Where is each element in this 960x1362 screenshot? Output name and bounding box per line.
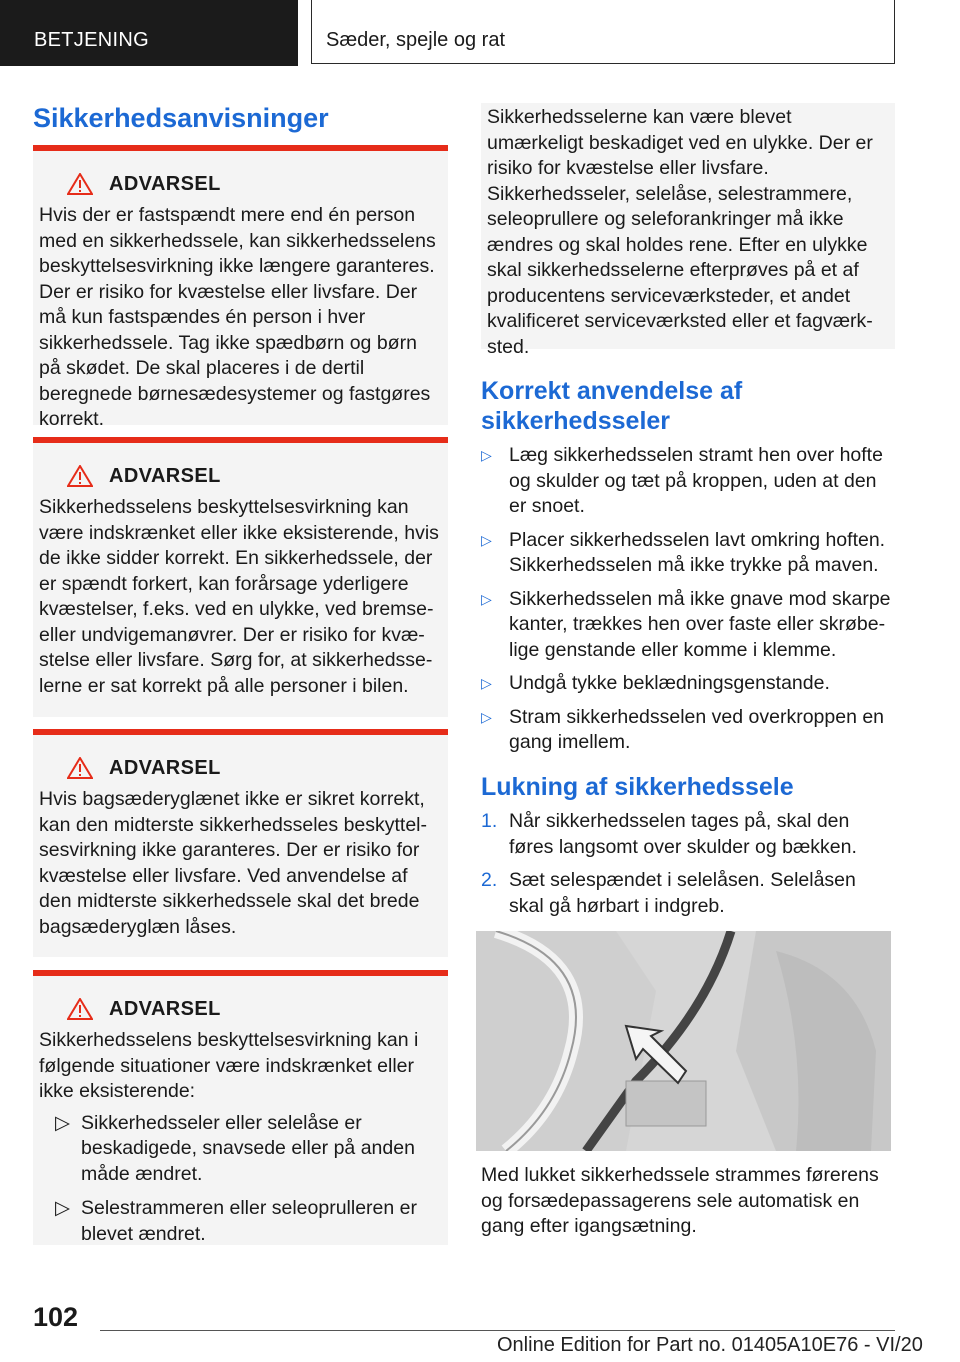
bullet-triangle-icon: ▷ <box>481 531 492 548</box>
warning-text: Sikkerhedsselens beskyttelsesvirkning kan i følgende situationer være indskrænket eller ikke eksisterende: <box>39 1029 419 1102</box>
warning-box-2 <box>33 437 448 717</box>
warning-box-4 <box>33 970 448 1245</box>
header-section-label: BETJENING <box>34 29 149 51</box>
list-item: 2. Sæt selespændet i selelåsen. Selelåsen skal gå hørbart i indgreb. <box>481 869 856 917</box>
warning-label: ADVARSEL <box>109 997 221 1020</box>
bullet-triangle-icon: ▷ <box>481 675 492 691</box>
closing-steps-list <box>481 809 895 927</box>
section-heading-correct-use: Korrekt anvendelse af sikkerhedsseler <box>481 377 743 435</box>
warning-triangle-icon <box>67 757 93 779</box>
page-title: Sikkerhedsanvisninger <box>33 103 329 133</box>
list-item: ▷ Sikkerhedsseler eller selelåse er beskadigede, snavsede eller på anden måde ændret. <box>55 1111 415 1185</box>
bullet-triangle-icon: ▷ <box>55 1111 70 1134</box>
list-item: ▷ Læg sikkerhedsselen stramt hen over hofte og skulder og tæt på kroppen, uden at den er snoet. <box>481 444 883 517</box>
section-heading-closing: Lukning af sikkerhedssele <box>481 773 794 801</box>
list-item: ▷ Undgå tykke beklædningsgenstande. <box>481 671 895 697</box>
bullet-triangle-icon: ▷ <box>481 708 492 725</box>
warning-label: ADVARSEL <box>109 464 221 487</box>
footer-edition: Online Edition for Part no. 01405A10E76 - VI/20 <box>497 1334 923 1356</box>
warning-triangle-icon <box>67 465 93 487</box>
warning-label: ADVARSEL <box>109 756 221 779</box>
list-item: ▷ Stram sikkerhedsselen ved overkroppen en gang imellem. <box>481 705 885 753</box>
header-section-tab <box>0 0 298 66</box>
warning-box-3 <box>33 729 448 957</box>
header-chapter-label: Sæder, spejle og rat <box>326 29 505 51</box>
correct-use-list <box>481 443 895 764</box>
illustration-caption: Med lukket sikkerhedssele strammes førerens og forsædepassagerens sele automatisk en gang efter igangsætning. <box>481 1164 879 1237</box>
list-item: ▷ Placer sikkerhedsselen lavt omkring hoften. Sikkerhedsselen må ikke trykke på maven. <box>481 528 886 576</box>
info-box: Sikkerhedsselerne kan være blevet umærkeligt beskadiget ved en ulykke. Der er risiko for kvæstelse eller livsfare. Sikkerhedsseler, selelåse, selestrammere, seleoprullere og seleforankringer må ikke ændres og skal holdes rene. Efter en ulykke skal sikkerhedsselerne efterprøves på et af producentens serviceværksteder, et andet kvalificeret serviceværksted eller et fagværksted. <box>481 103 895 349</box>
seatbelt-illustration <box>476 931 891 1151</box>
warning-triangle-icon <box>67 173 93 195</box>
bullet-triangle-icon: ▷ <box>481 447 492 463</box>
warning-label: ADVARSEL <box>109 172 221 195</box>
footer-divider <box>100 1330 895 1331</box>
list-item: ▷ Sikkerhedsselen må ikke gnave mod skarpe kanter, trækkes hen over faste eller skrøbelige genstande eller komme i klemme. <box>481 587 891 661</box>
warning-box-1 <box>33 145 448 430</box>
warning-text: Hvis der er fastspændt mere end én person med en sikkerhedssele, kan sikkerhedsselens beskyttelsesvirkning ikke længere garanteres. Der er risiko for kvæstelse eller livsfare. Der må kun fastspændes én person i hver sikkerhedssele. Tag ikke spædbørn og børn på skødet. De skal placeres i de dertil beregnede børnesædesystemer og fastgøres korrekt. <box>39 204 436 430</box>
list-item: 1. Når sikkerhedsselen tages på, skal den føres langsomt over skulder og bækken. <box>481 810 857 858</box>
list-item: ▷ Selestrammeren eller seleoprulleren er blevet ændret. <box>55 1197 417 1245</box>
bullet-triangle-icon: ▷ <box>55 1197 70 1219</box>
warning-text: Sikkerhedsselens beskyttelsesvirkning kan være indskrænket eller ikke eksisterende, hvis de ikke sidder korrekt. En sikkerhedssele, der er spændt forkert, kan forårsage yderligere kvæstelser, f.eks. ved en ulykke, ved bremseeller undvigemanøvrer. Der er risiko for kvæstelse eller livsfare. Sørg for, at sikkerhedsselerne er sat korrekt på alle personer i bilen. <box>39 496 439 697</box>
warning-triangle-icon <box>67 998 93 1020</box>
page-number: 102 <box>33 1302 79 1332</box>
header-chapter-tab <box>311 0 895 64</box>
warning-text: Hvis bagsæderyglænet ikke er sikret korrekt, kan den midterste sikkerhedsseles beskyttelsesvirkning ikke garanteres. Der er risiko for kvæstelse eller livsfare. Ved anvendelse af den midterste sikkerhedssele skal det brede bagsæderyglæn låses. <box>39 788 428 938</box>
bullet-triangle-icon: ▷ <box>481 590 492 607</box>
